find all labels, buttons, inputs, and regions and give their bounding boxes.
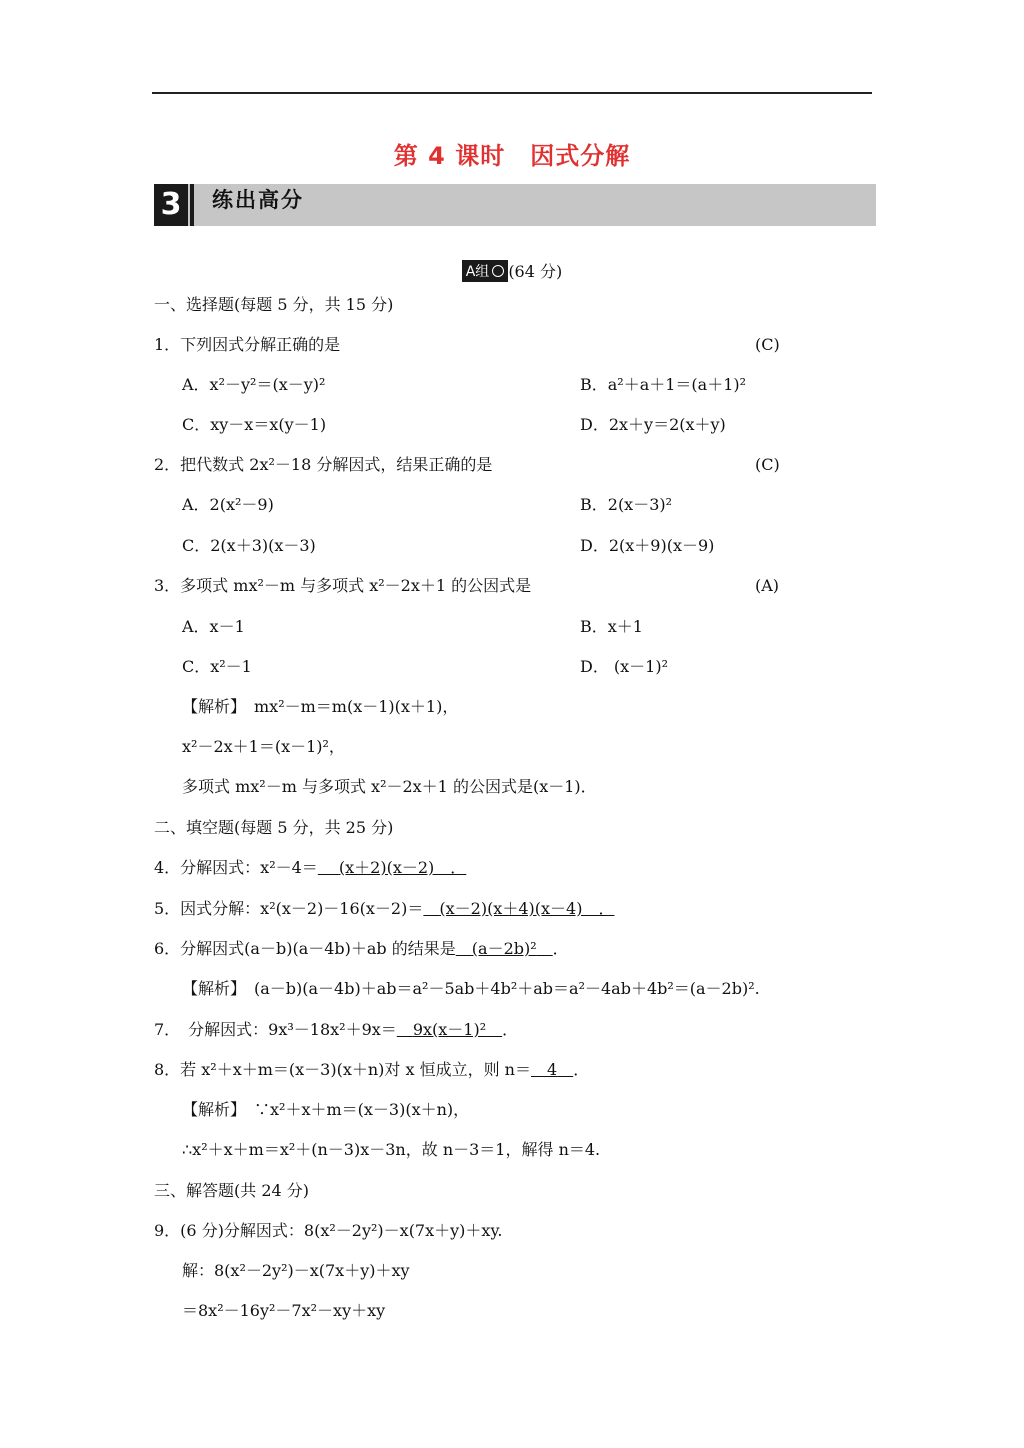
q6-blank: (a－2b)² (471, 939, 537, 958)
q3-answer: (A) (755, 576, 780, 595)
q1-option-d: D．2x＋y＝2(x＋y) (580, 415, 726, 434)
q2-option-a: A．2(x²－9) (182, 495, 274, 514)
group-points: (64 分) (508, 262, 563, 281)
q3-analysis-2: x²－2x＋1＝(x－1)²， (182, 737, 345, 756)
q3-option-b: B．x＋1 (580, 617, 643, 636)
q3-stem: 3．多项式 mx²－m 与多项式 x²－2x＋1 的公因式是 (154, 576, 532, 595)
q2-stem: 2．把代数式 2x²－18 分解因式，结果正确的是 (154, 455, 493, 474)
q1-option-a: A．x²－y²＝(x－y)² (182, 375, 326, 394)
magnifier-icon (492, 265, 504, 277)
q7-stem: 7． 分解因式：9x³－18x²＋9x＝ (154, 1020, 397, 1039)
q6-line: 6．分解因式(a－b)(a－4b)＋ab 的结果是 (a－2b)² ． (154, 939, 569, 958)
header-rule (152, 92, 872, 94)
section-label-fill: 二、填空题(每题 5 分，共 25 分) (154, 818, 394, 837)
q4-blank: (x＋2)(x－2) ． (338, 858, 467, 877)
q3-option-c: C．x²－1 (182, 657, 252, 676)
section-label-choice: 一、选择题(每题 5 分，共 15 分) (154, 295, 394, 314)
q2-option-d: D．2(x＋9)(x－9) (580, 536, 715, 555)
lesson-title: 第 4 课时 因式分解 (393, 142, 631, 170)
section-label-solve: 三、解答题(共 24 分) (154, 1181, 310, 1200)
q2-answer: (C) (755, 455, 780, 474)
q8-analysis-1: 【解析】 ∵x²＋x＋m＝(x－3)(x＋n)， (182, 1100, 470, 1119)
q5-stem: 5．因式分解：x²(x－2)－16(x－2)＝ (154, 899, 424, 918)
q8-analysis-2: ∴x²＋x＋m＝x²＋(n－3)x－3n，故 n－3＝1，解得 n＝4. (182, 1140, 601, 1159)
q2-option-c: C．2(x＋3)(x－3) (182, 536, 316, 555)
q8-line: 8．若 x²＋x＋m＝(x－3)(x＋n)对 x 恒成立，则 n＝ 4 ． (154, 1060, 590, 1079)
group-badge: A组 (462, 260, 509, 282)
q5-blank: (x－2)(x＋4)(x－4) ． (439, 899, 615, 918)
q4-stem: 4．分解因式：x²－4＝ (154, 858, 318, 877)
q4-line (154, 857, 466, 879)
q5-line (154, 898, 614, 920)
q8-stem: 8．若 x²＋x＋m＝(x－3)(x＋n)对 x 恒成立，则 n＝ (154, 1060, 531, 1079)
q6-analysis: 【解析】 (a－b)(a－4b)＋ab＝a²－5ab＋4b²＋ab＝a²－4ab＋4b²＝(a－2b)². (182, 979, 760, 998)
banner-number: 3 (154, 184, 188, 226)
group-heading (0, 259, 1024, 282)
q8-blank: 4 (547, 1060, 558, 1079)
q7-blank: 9x(x－1)² (412, 1020, 487, 1039)
q9-solution-2: ＝8x²－16y²－7x²－xy＋xy (182, 1301, 386, 1320)
banner-text: 练出高分 (212, 188, 304, 212)
q1-option-c: C．xy－x＝x(y－1) (182, 415, 327, 434)
q1-option-b: B．a²＋a＋1＝(a＋1)² (580, 375, 747, 394)
q3-analysis-3: 多项式 mx²－m 与多项式 x²－2x＋1 的公因式是(x－1)． (182, 777, 597, 796)
q6-stem: 6．分解因式(a－b)(a－4b)＋ab 的结果是 (154, 939, 456, 958)
q2-option-b: B．2(x－3)² (580, 495, 673, 514)
q1-answer: (C) (755, 335, 780, 354)
section-banner (154, 184, 876, 226)
q3-option-a: A．x－1 (182, 617, 245, 636)
q9-solution-1: 解：8(x²－2y²)－x(7x＋y)＋xy (182, 1261, 410, 1280)
q3-analysis-1: 【解析】 mx²－m＝m(x－1)(x＋1)， (182, 697, 459, 716)
q3-option-d: D． (x－1)² (580, 657, 669, 676)
q9-stem: 9．(6 分)分解因式：8(x²－2y²)－x(7x＋y)＋xy. (154, 1221, 503, 1240)
q7-line: 7． 分解因式：9x³－18x²＋9x＝ 9x(x－1)² ． (154, 1020, 519, 1039)
q1-stem: 1．下列因式分解正确的是 (154, 335, 341, 354)
